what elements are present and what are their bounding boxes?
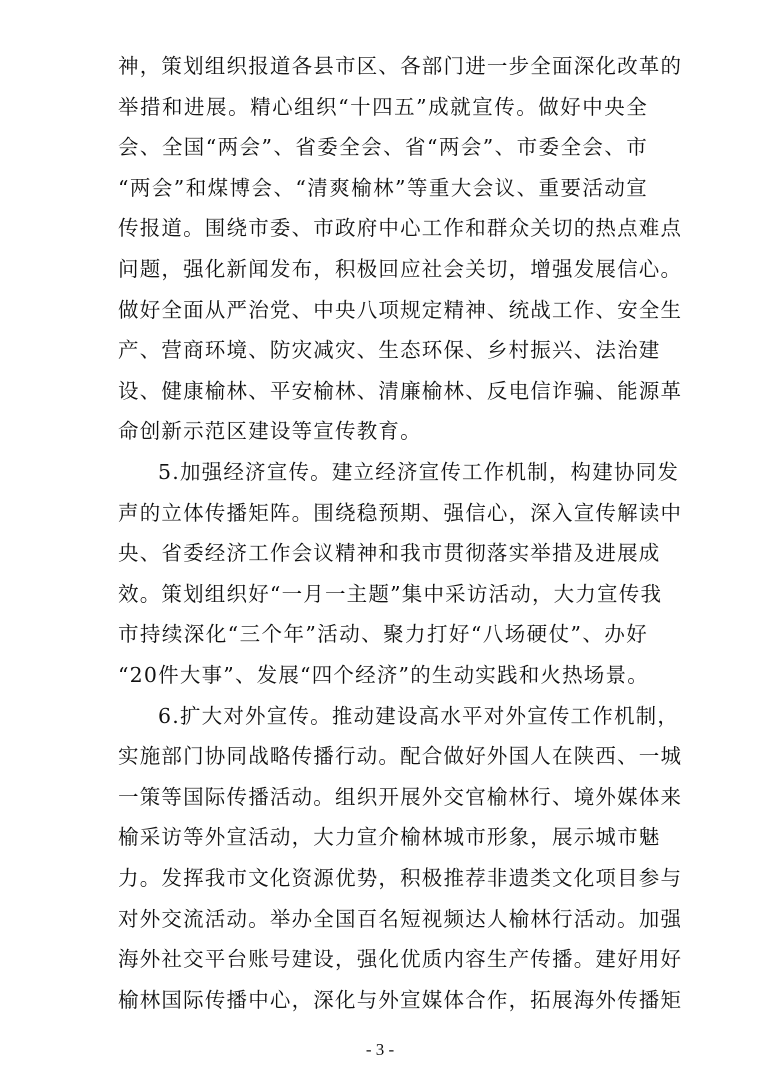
text-line: 海外社交平台账号建设，强化优质内容生产传播。建好用好 <box>118 947 683 972</box>
text-line: 央、省委经济工作会议精神和我市贯彻落实举措及进展成 <box>118 541 661 566</box>
text-line: 实施部门协同战略传播行动。配合做好外国人在陕西、一城 <box>118 744 683 769</box>
text-line: 会、全国“两会”、省委全会、省“两会”、市委全会、市 <box>118 135 648 160</box>
text-line: 力。发挥我市文化资源优势，积极推荐非遗类文化项目参与 <box>118 866 683 890</box>
text-line: 命创新示范区建设等宣传教育。 <box>118 419 422 444</box>
text-line: 产、营商环境、防灾减灾、生态环保、乡村振兴、法治建 <box>118 338 661 363</box>
text-line: 神，策划组织报道各县市区、各部门进一步全面深化改革的 <box>118 54 683 78</box>
text-line: 问题，强化新闻发布，积极回应社会关切，增强发展信心。 <box>118 257 683 281</box>
text-line: 对外交流活动。举办全国百名短视频达人榆林行活动。加强 <box>118 906 683 931</box>
text-line: 举措和进展。精心组织“十四五”成就宣传。做好中央全 <box>118 94 648 119</box>
text-line: 榆采访等外宣活动，大力宣介榆林城市形象，展示城市魅 <box>118 825 661 850</box>
text-line: 声的立体传播矩阵。围绕稳预期、强信心，深入宣传解读中 <box>118 500 683 525</box>
text-line: “20件大事”、发展“四个经济”的生动实践和火热场景。 <box>118 663 649 687</box>
text-line: 做好全面从严治党、中央八项规定精神、统战工作、安全生 <box>118 297 683 322</box>
page-number: - 3 - <box>365 1040 395 1059</box>
text-line: 榆林国际传播中心，深化与外宣媒体合作，拓展海外传播矩 <box>118 987 683 1012</box>
text-line: 市持续深化“三个年”活动、聚力打好“八场硬仗”、办好 <box>118 622 648 647</box>
text-line: 一策等国际传播活动。组织开展外交官榆林行、境外媒体来 <box>118 784 683 809</box>
text-line: 传报道。围绕市委、市政府中心工作和群众关切的热点难点 <box>118 216 683 241</box>
text-line: 效。策划组织好“一月一主题”集中采访活动，大力宣传我 <box>118 581 663 606</box>
text-line: 设、健康榆林、平安榆林、清廉榆林、反电信诈骗、能源革 <box>118 378 683 403</box>
text-line: 6.扩大对外宣传。推动建设高水平对外宣传工作机制， <box>158 703 680 728</box>
text-line: 5.加强经济宣传。建立经济宣传工作机制，构建协同发 <box>158 460 680 484</box>
text-line: “两会”和煤博会、“清爽榆林”等重大会议、重要活动宣 <box>118 175 648 200</box>
